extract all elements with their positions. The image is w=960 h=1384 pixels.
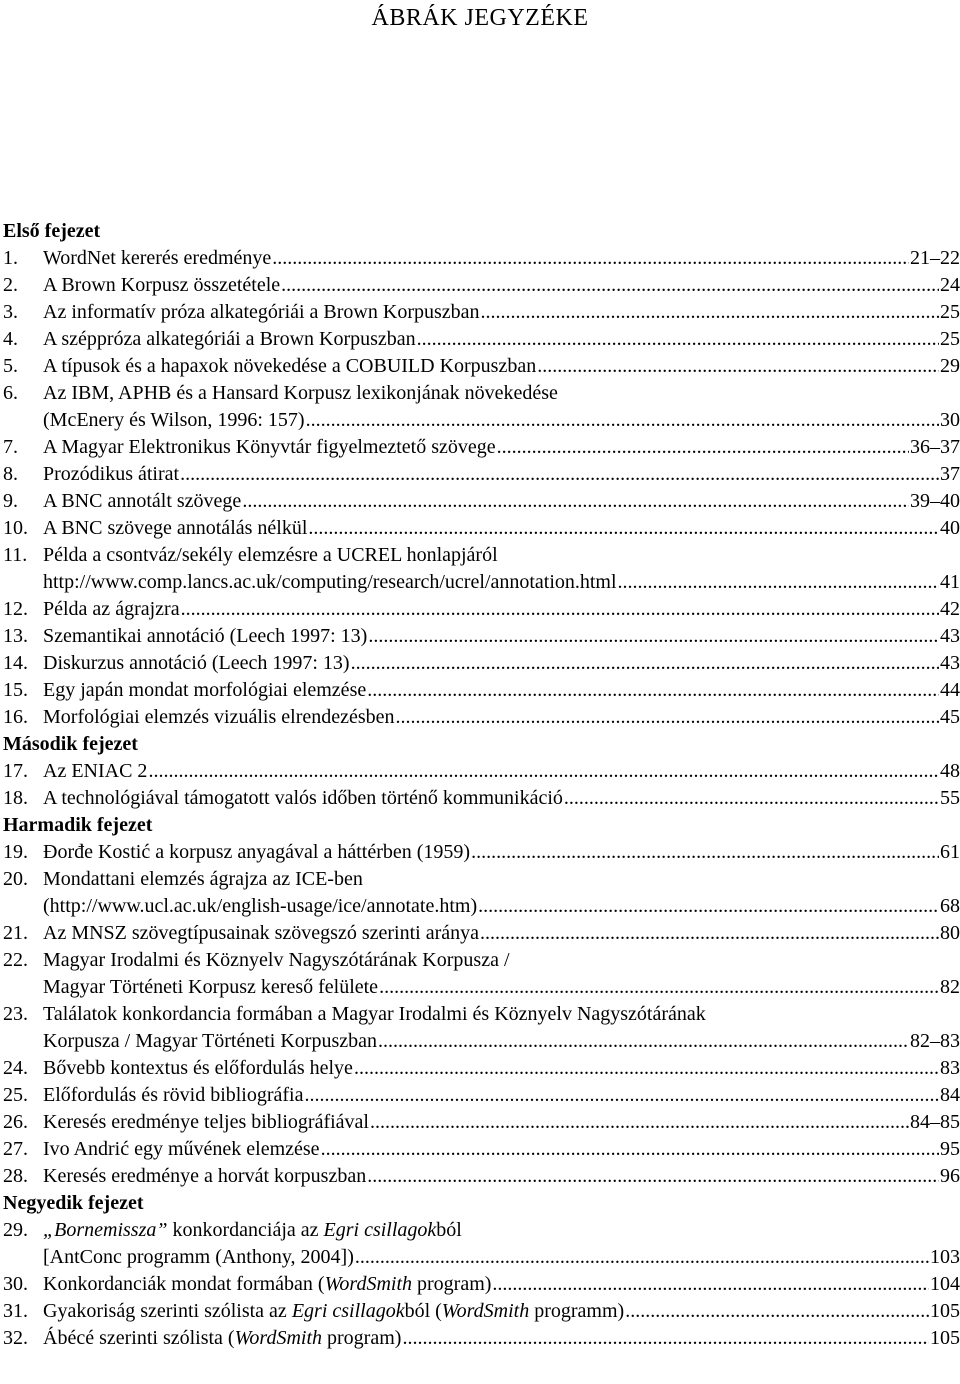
figure-entry-line (0, 1244, 960, 1271)
figure-entry-line (0, 515, 960, 542)
figure-number: 12. (3, 598, 28, 620)
dot-leader (492, 1271, 929, 1298)
page-number: 96 (940, 1163, 960, 1190)
figure-caption: A BNC szövege annotálás nélkül (43, 517, 308, 539)
figure-entry[interactable] (0, 650, 960, 677)
figure-entry-line (0, 1028, 960, 1055)
page-number: 25 (940, 326, 960, 353)
figure-entry-line (0, 1136, 960, 1163)
figure-entry[interactable] (0, 380, 960, 434)
figure-caption: WordNet kererés eredménye (43, 247, 272, 269)
figure-caption: Ivo Andrić egy művének elemzése (43, 1138, 320, 1160)
figure-number: 3. (3, 301, 18, 323)
dot-leader (481, 299, 939, 326)
figure-caption: (McEnery és Wilson, 1996: 157) (43, 409, 305, 431)
figure-entry[interactable] (0, 1109, 960, 1136)
figure-entry-line (0, 245, 960, 272)
figure-number: 30. (3, 1273, 28, 1295)
page-number: 84–85 (910, 1109, 960, 1136)
dot-leader (181, 596, 939, 623)
figure-number: 28. (3, 1165, 28, 1187)
dot-leader (480, 920, 939, 947)
figure-entry[interactable] (0, 677, 960, 704)
figure-number: 16. (3, 706, 28, 728)
figure-caption: Konkordanciák mondat formában (WordSmith program) (43, 1273, 492, 1295)
figure-number: 26. (3, 1111, 28, 1133)
figure-entry[interactable] (0, 326, 960, 353)
dot-leader (471, 839, 939, 866)
figure-entry[interactable] (0, 461, 960, 488)
dot-leader (379, 974, 939, 1001)
page-number: 105 (930, 1298, 960, 1325)
figure-number: 23. (3, 1003, 28, 1025)
page-number: 104 (930, 1271, 960, 1298)
dot-leader (308, 515, 939, 542)
figure-entry[interactable] (0, 245, 960, 272)
figure-number: 15. (3, 679, 28, 701)
figure-entry-line (0, 785, 960, 812)
figure-entry[interactable] (0, 515, 960, 542)
figure-entry[interactable] (0, 1136, 960, 1163)
figure-caption: Prozódikus átirat (43, 463, 180, 485)
figure-entry-line (0, 407, 960, 434)
figure-entry-line (0, 1298, 960, 1325)
figure-entry[interactable] (0, 866, 960, 920)
figure-entry-line (0, 866, 960, 893)
figure-entry[interactable] (0, 488, 960, 515)
figure-caption: Diskurzus annotáció (Leech 1997: 13) (43, 652, 350, 674)
figure-number: 7. (3, 436, 18, 458)
figure-entry-line (0, 272, 960, 299)
dot-leader (281, 272, 939, 299)
figure-entry[interactable] (0, 1271, 960, 1298)
dot-leader (625, 1298, 929, 1325)
figure-entry[interactable] (0, 434, 960, 461)
dot-leader (402, 1325, 929, 1352)
dot-leader (497, 434, 909, 461)
page-number: 42 (940, 596, 960, 623)
figure-entry-line (0, 434, 960, 461)
figure-caption: Az ENIAC 2 (43, 760, 148, 782)
figure-caption: http://www.comp.lancs.ac.uk/computing/research/ucrel/annotation.html (43, 571, 617, 593)
page-number: 48 (940, 758, 960, 785)
page-number: 43 (940, 623, 960, 650)
figure-entry-line (0, 1109, 960, 1136)
figure-caption: A Magyar Elektronikus Könyvtár figyelmeztető szövege (43, 436, 496, 458)
figure-number: 1. (3, 247, 18, 269)
figure-entry-line (0, 704, 960, 731)
page-number: 21–22 (910, 245, 960, 272)
figure-caption: Az informatív próza alkategóriái a Brown Korpuszban (43, 301, 480, 323)
figure-entry[interactable] (0, 758, 960, 785)
page-number: 24 (940, 272, 960, 299)
figure-entry[interactable] (0, 1082, 960, 1109)
figure-entry[interactable] (0, 1163, 960, 1190)
figure-caption: A BNC annotált szövege (43, 490, 242, 512)
figure-entry[interactable] (0, 1001, 960, 1055)
page-number: 95 (940, 1136, 960, 1163)
dot-leader (368, 623, 939, 650)
figure-number: 20. (3, 868, 28, 890)
page-number: 41 (940, 569, 960, 596)
figure-entry-line (0, 974, 960, 1001)
dot-leader (367, 1163, 939, 1190)
chapter-heading: Negyedik fejezet (3, 1192, 144, 1214)
dot-leader (537, 353, 939, 380)
figure-caption: Gyakoriság szerinti szólista az Egri csillagokból (WordSmith programm) (43, 1300, 625, 1322)
figure-entry[interactable] (0, 839, 960, 866)
dot-leader (355, 1244, 929, 1271)
figure-entry-line (0, 1217, 960, 1244)
figure-entry-line (0, 677, 960, 704)
figure-entry-line (0, 1163, 960, 1190)
page-number: 44 (940, 677, 960, 704)
figure-number: 2. (3, 274, 18, 296)
page-number: 55 (940, 785, 960, 812)
dot-leader (564, 785, 939, 812)
figure-number: 21. (3, 922, 28, 944)
figure-entry-line (0, 920, 960, 947)
figure-number: 17. (3, 760, 28, 782)
figure-number: 29. (3, 1219, 28, 1241)
figure-entry-line (0, 623, 960, 650)
figure-entry[interactable] (0, 1055, 960, 1082)
figure-entry[interactable] (0, 1217, 960, 1271)
page-number: 36–37 (910, 434, 960, 461)
figure-caption: Ábécé szerinti szólista (WordSmith program) (43, 1327, 402, 1349)
figure-entry-line (0, 488, 960, 515)
dot-leader (321, 1136, 939, 1163)
dot-leader (354, 1055, 939, 1082)
figure-entry[interactable] (0, 1298, 960, 1325)
figure-entry[interactable] (0, 353, 960, 380)
page-number: 80 (940, 920, 960, 947)
chapter-heading: Első fejezet (3, 220, 101, 242)
figure-entry-line (0, 380, 960, 407)
figure-caption: (http://www.ucl.ac.uk/english-usage/ice/annotate.htm) (43, 895, 478, 917)
figure-entry[interactable] (0, 272, 960, 299)
figure-caption: Szemantikai annotáció (Leech 1997: 13) (43, 625, 368, 647)
figure-caption: A technológiával támogatott valós időben történő kommunikáció (43, 787, 563, 809)
dot-leader (417, 326, 939, 353)
figure-number: 25. (3, 1084, 28, 1106)
figure-number: 31. (3, 1300, 28, 1322)
dot-leader (478, 893, 939, 920)
page-number: 37 (940, 461, 960, 488)
figure-number: 9. (3, 490, 18, 512)
figure-number: 11. (3, 544, 28, 566)
figure-entry-line (0, 1055, 960, 1082)
figure-entry[interactable] (0, 299, 960, 326)
figure-entry-line (0, 596, 960, 623)
figure-caption: „Bornemissza” konkordanciája az Egri csillagokból (43, 1219, 462, 1241)
figure-entry-line (0, 1271, 960, 1298)
figure-entry-line (0, 839, 960, 866)
figure-caption: Találatok konkordancia formában a Magyar Irodalmi és Köznyelv Nagyszótárának (43, 1003, 706, 1025)
page-number: 25 (940, 299, 960, 326)
figure-caption: [AntConc programm (Anthony, 2004]) (43, 1246, 354, 1268)
figure-entry[interactable] (0, 920, 960, 947)
figure-caption: A széppróza alkategóriái a Brown Korpuszban (43, 328, 416, 350)
figure-caption: Egy japán mondat morfológiai elemzése (43, 679, 367, 701)
figure-caption: Az MNSZ szövegtípusainak szövegszó szerinti aránya (43, 922, 479, 944)
figure-caption: Magyar Irodalmi és Köznyelv Nagyszótárának Korpusza / (43, 949, 510, 971)
chapter-heading: Második fejezet (3, 733, 138, 755)
figure-entry-line (0, 569, 960, 596)
chapter-heading: Harmadik fejezet (3, 814, 153, 836)
figure-caption: Đorđe Kostić a korpusz anyagával a háttérben (1959) (43, 841, 471, 863)
figure-entry[interactable] (0, 623, 960, 650)
page-number: 105 (930, 1325, 960, 1352)
figure-entry-line (0, 758, 960, 785)
figure-entry-line (0, 1325, 960, 1352)
dot-leader (351, 650, 939, 677)
figure-caption: Magyar Történeti Korpusz kereső felülete (43, 976, 379, 998)
figure-caption: Előfordulás és rövid bibliográfia (43, 1084, 304, 1106)
figure-caption: Példa az ágrajzra (43, 598, 180, 620)
figure-entry[interactable] (0, 785, 960, 812)
dot-leader (378, 1028, 909, 1055)
dot-leader (370, 1109, 909, 1136)
figure-entry-line (0, 326, 960, 353)
figure-caption: Korpusza / Magyar Történeti Korpuszban (43, 1030, 377, 1052)
dot-leader (396, 704, 939, 731)
figure-entry-line (0, 461, 960, 488)
figure-entry[interactable] (0, 1325, 960, 1352)
figure-entry[interactable] (0, 542, 960, 596)
dot-leader (305, 1082, 940, 1109)
page-number: 68 (940, 893, 960, 920)
page-number: 45 (940, 704, 960, 731)
figure-entry-line (0, 947, 960, 974)
figure-number: 10. (3, 517, 28, 539)
page-number: 39–40 (910, 488, 960, 515)
figure-number: 24. (3, 1057, 28, 1079)
dot-leader (272, 245, 909, 272)
page-number: 29 (940, 353, 960, 380)
dot-leader (618, 569, 939, 596)
page-number: 103 (930, 1244, 960, 1271)
figure-caption: Az IBM, APHB és a Hansard Korpusz lexikonjának növekedése (43, 382, 558, 404)
page-number: 43 (940, 650, 960, 677)
dot-leader (148, 758, 939, 785)
figure-entry-line (0, 542, 960, 569)
figure-caption: Mondattani elemzés ágrajza az ICE-ben (43, 868, 363, 890)
figure-caption: Bővebb kontextus és előfordulás helye (43, 1057, 353, 1079)
figure-caption: Keresés eredménye a horvát korpuszban (43, 1165, 367, 1187)
figure-caption: A típusok és a hapaxok növekedése a COBUILD Korpuszban (43, 355, 537, 377)
page-number: 40 (940, 515, 960, 542)
figure-entry-line (0, 1082, 960, 1109)
page-title: ÁBRÁK JEGYZÉKE (371, 5, 589, 31)
figure-entry-line (0, 1001, 960, 1028)
figure-entry[interactable] (0, 596, 960, 623)
figure-number: 13. (3, 625, 28, 647)
figure-number: 32. (3, 1327, 28, 1349)
figure-number: 19. (3, 841, 28, 863)
figure-entry-line (0, 893, 960, 920)
page-number: 82–83 (910, 1028, 960, 1055)
figure-number: 22. (3, 949, 28, 971)
page-number: 61 (940, 839, 960, 866)
figure-entry-line (0, 353, 960, 380)
dot-leader (180, 461, 939, 488)
figure-number: 14. (3, 652, 28, 674)
figure-number: 27. (3, 1138, 28, 1160)
dot-leader (367, 677, 939, 704)
page-number: 83 (940, 1055, 960, 1082)
figure-entry-line (0, 299, 960, 326)
figure-caption: A Brown Korpusz összetétele (43, 274, 281, 296)
page-number: 82 (940, 974, 960, 1001)
figure-entry-line (0, 650, 960, 677)
dot-leader (242, 488, 909, 515)
figure-number: 6. (3, 382, 18, 404)
figure-number: 4. (3, 328, 18, 350)
page-number: 84 (940, 1082, 960, 1109)
figure-entry[interactable] (0, 947, 960, 1001)
figure-number: 8. (3, 463, 18, 485)
figure-number: 5. (3, 355, 18, 377)
figure-caption: Keresés eredménye teljes bibliográfiával (43, 1111, 369, 1133)
figure-caption: Példa a csontváz/sekély elemzésre a UCREL honlapjáról (43, 544, 498, 566)
figure-caption: Morfológiai elemzés vizuális elrendezésben (43, 706, 395, 728)
figure-number: 18. (3, 787, 28, 809)
dot-leader (306, 407, 939, 434)
page-number: 30 (940, 407, 960, 434)
figure-entry[interactable] (0, 704, 960, 731)
list-of-figures (0, 218, 960, 1352)
